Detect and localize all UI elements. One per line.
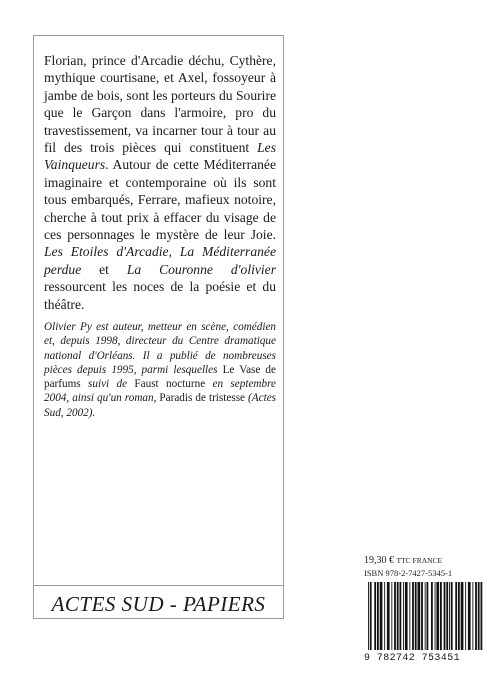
- barcode: [364, 582, 488, 650]
- book-title: Le Vase de parfums: [44, 363, 276, 391]
- bio-part: (Actes Sud, 2002).: [44, 392, 277, 419]
- book-title: La Couronne d'olivier: [126, 261, 277, 277]
- book-title: Les Vainqueurs: [44, 140, 276, 173]
- bio-part: suivi de: [80, 378, 135, 391]
- divider: [33, 585, 284, 586]
- book-title: Les Etoiles d'Arcadie: [44, 244, 169, 260]
- blurb-part: Florian, prince d'Arcadie déchu, Cythère, mythique courtisane, et Axel, fossoyeur à jambe de bois, sont les porteurs du Sourire que le Garçon dans l'armoire, pro du travestissement, va incarner tour à tour au fil des trois pièces qui constituent: [44, 53, 276, 156]
- blurb-part: . Autour de cette Méditerranée imaginaire et contemporaine où ils sont tous embarqués, Ferrare, mafieux notoire, cherche à tout prix à effacer du visage de ces personnages le mystère de leur Joie.: [44, 157, 276, 243]
- author-bio: [44, 320, 276, 420]
- book-title: La Méditerranée perdue: [44, 244, 276, 277]
- price-suffix: TTC FRANCE: [396, 556, 443, 565]
- price-amount: 19,30 €: [364, 555, 394, 566]
- blurb-part: ,: [168, 244, 180, 260]
- blurb-part: ressourcent les noces de la poésie et du théâtre.: [44, 279, 276, 312]
- publisher-logo: ACTES SUD - PAPIERS: [51, 592, 266, 616]
- bio-part: Olivier Py est auteur, metteur en scène, comédien et, depuis 1998, directeur du Centre dramatique national d'Orléans. Il a publié de nombreuses pièces depuis 1995, parmi lesquelles: [44, 321, 276, 376]
- book-title: Faust nocturne: [134, 378, 206, 391]
- isbn-label: ISBN 978-2-7427-5345-1: [364, 568, 453, 578]
- bio-part: en septembre 2004, ainsi qu'un roman,: [44, 378, 276, 405]
- price-label: [364, 555, 442, 566]
- barcode-number: 9 782742 753451: [364, 653, 461, 664]
- blurb-part: et: [81, 261, 127, 277]
- book-title: Paradis de tristesse: [159, 392, 246, 405]
- blurb-text: [44, 52, 276, 313]
